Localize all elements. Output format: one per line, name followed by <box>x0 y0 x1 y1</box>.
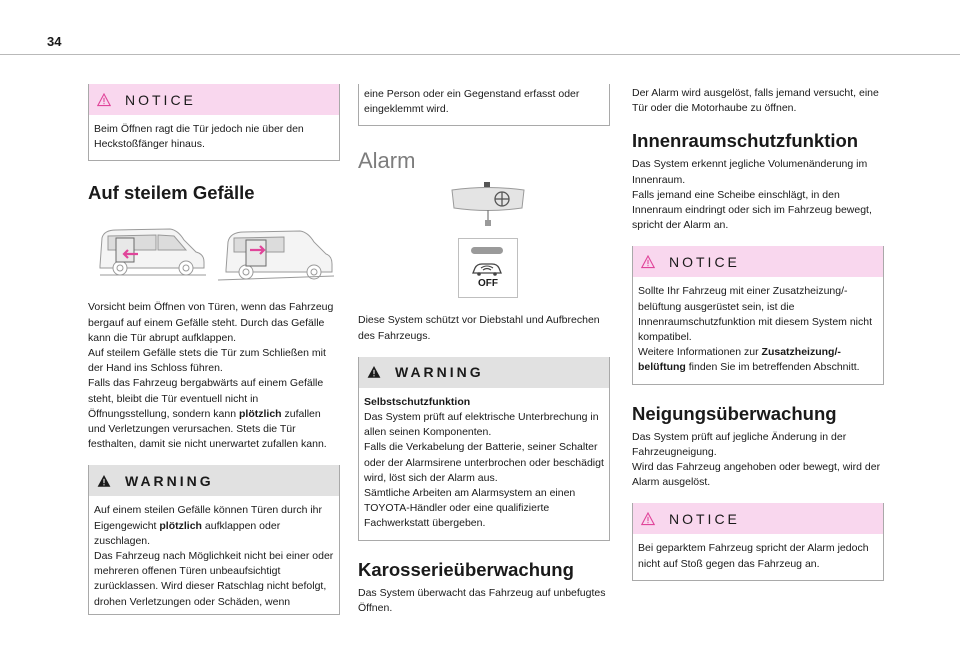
bold-text: plötzlich <box>239 407 282 420</box>
warning-box <box>358 357 610 541</box>
warning-title: WARNING <box>395 364 484 381</box>
paragraph: Auf steilem Gefälle stets die Tür zum Schließen mit der Hand ins Schloss führen. <box>88 347 326 375</box>
warning-line: Das Fahrzeug nach Möglichkeit nicht bei einer oder mehreren offenen Türen unbeaufsichtigt zurücklassen. Wird dieser Ratschlag nicht befolgt, drohen Verletzungen oder Schäden, wenn <box>94 550 334 608</box>
warning-box <box>88 465 340 614</box>
paragraph: Wird das Fahrzeug angehoben oder bewegt, wird der Alarm ausgelöst. <box>632 461 881 489</box>
notice-text: Beim Öffnen ragt die Tür jedoch nie über den Heckstoßfänger hinaus. <box>94 123 304 151</box>
paragraph: Diese System schützt vor Diebstahl und Aufbrechen des Fahrzeugs. <box>358 314 600 342</box>
warning-line: Sämtliche Arbeiten am Alarmsystem an einen TOYOTA-Händler oder eine qualifizierte Fachwerkstatt übergeben. <box>364 487 576 530</box>
section-heading: Auf steilem Gefälle <box>88 182 255 204</box>
section-heading: Karosserieüberwachung <box>358 558 574 580</box>
paragraph: Vorsicht beim Öffnen von Türen, wenn das Fahrzeug bergauf auf einem Gefälle steht. Durch das Gefälle kann die Tür abrupt aufklappen. <box>88 301 334 344</box>
warning-triangle-icon <box>97 474 111 488</box>
warning-text: eine Person oder ein Gegenstand erfasst oder eingeklemmt wird. <box>364 88 580 116</box>
warning-text <box>359 388 609 540</box>
bold-text: Zusatzheizung/-belüftung <box>638 346 841 374</box>
paragraph <box>88 376 340 452</box>
warning-header <box>89 465 339 496</box>
warning-line: Falls die Verkabelung der Batterie, seiner Schalter oder der Alarmsirene unterbrochen oder beschädigt wird, löst sich der Alarm aus. <box>364 441 604 484</box>
caution-triangle-icon <box>641 512 655 526</box>
warning-header <box>359 357 609 388</box>
text-run: Weitere Informationen zur <box>638 346 762 359</box>
warning-text <box>89 496 339 613</box>
off-label: OFF <box>478 278 498 290</box>
indicator-lamp <box>471 247 503 254</box>
notice-header <box>89 84 339 115</box>
warning-line: Das System prüft auf elektrische Unterbrechung in allen seinen Komponenten. <box>364 411 599 439</box>
text-run: finden Sie im betreffenden Abschnitt. <box>685 361 860 374</box>
text-run: zufallen und Verletzungen verursachen. Stets die Tür festhalten, damit sie nicht unerwartet zufallen kann. <box>88 407 327 451</box>
column-left <box>88 84 340 615</box>
paragraph: Das System überwacht das Fahrzeug auf unbefugtes Öffnen. <box>358 586 606 614</box>
notice-header <box>633 503 883 534</box>
notice-box <box>632 246 884 384</box>
bold-text: plötzlich <box>159 519 202 532</box>
notice-line: Sollte Ihr Fahrzeug mit einer Zusatzheizung/-belüftung ausgerüstet sein, ist die Innenraumschutzfunktion mit diesem System nicht kompatibel. <box>638 285 873 344</box>
section-heading: Innenraumschutzfunktion <box>632 130 859 152</box>
notice-text <box>633 277 883 383</box>
warning-box-continued <box>358 84 610 126</box>
warning-subtitle: Selbstschutzfunktion <box>364 395 471 408</box>
text-run: aufklappen oder zuschlagen. <box>94 519 281 547</box>
notice-title: NOTICE <box>669 510 740 527</box>
alarm-off-button[interactable] <box>458 238 518 298</box>
section-heading: Neigungsüberwachung <box>632 402 837 424</box>
notice-title: NOTICE <box>669 253 740 270</box>
notice-line <box>638 345 878 375</box>
notice-title: NOTICE <box>125 91 196 108</box>
alarm-heading: Alarm <box>358 148 416 174</box>
notice-header <box>633 246 883 277</box>
notice-text: Bei geparktem Fahrzeug spricht der Alarm jedoch nicht auf Stoß gegen das Fahrzeug an. <box>638 542 869 570</box>
text-run: Auf einem steilen Gefälle können Türen durch ihr Eigengewicht <box>94 504 323 532</box>
text-run: Falls das Fahrzeug bergabwärts auf einem Gefälle steht, bleibt die Tür eventuell nicht in Öffnungsstellung, sondern kann <box>88 377 324 420</box>
warning-line <box>94 503 334 549</box>
header-rule <box>0 54 960 55</box>
rearview-mirror-illustration <box>448 182 528 228</box>
caution-triangle-icon <box>641 255 655 269</box>
column-right <box>632 84 884 581</box>
paragraph: Falls jemand eine Scheibe einschlägt, in den Innenraum eindringt oder sich im Fahrzeug bewegt, spricht der Alarm an. <box>632 188 872 232</box>
warning-title: WARNING <box>125 472 214 489</box>
notice-box <box>88 84 340 161</box>
page-number: 34 <box>47 34 62 49</box>
warning-triangle-icon <box>367 365 381 379</box>
caution-triangle-icon <box>97 93 111 107</box>
paragraph: Das System erkennt jegliche Volumenänderung im Innenraum. <box>632 158 868 186</box>
paragraph: Der Alarm wird ausgelöst, falls jemand versucht, eine Tür oder die Motorhaube zu öffnen. <box>632 87 879 115</box>
car-alarm-icon <box>469 259 505 277</box>
column-middle <box>358 84 610 616</box>
van-door-illustration <box>94 220 334 286</box>
paragraph: Das System prüft auf jegliche Änderung in der Fahrzeugneigung. <box>632 430 847 458</box>
notice-box <box>632 503 884 580</box>
